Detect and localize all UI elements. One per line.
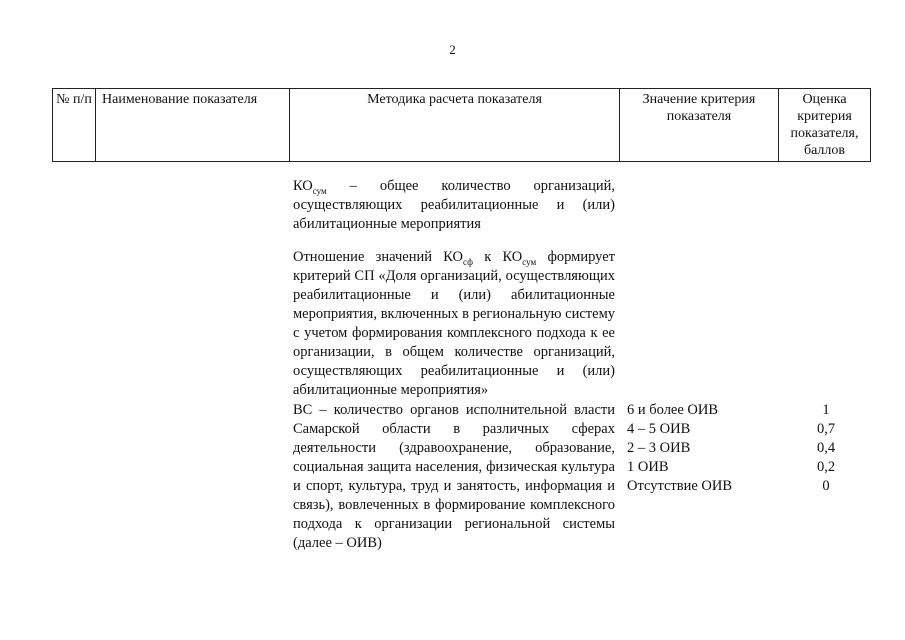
criterion-sp-description: Отношение значений $КО_{сф}$ к $КО_{сум}$ формирует критерий СП «Доля организаций, осуществляющих реабилитационные и (или) абилитационные мероприятия, включенных в региональную систему с учетом формирования комплексного подхода к ее организации, в общем количестве организаций, осуществляющих реабилитационные и (или) абилитационные мероприятия»	[293, 249, 615, 398]
header-method: Методика расчета показателя	[290, 89, 620, 162]
criterion-value: 2 – 3 ОИВ	[627, 440, 691, 456]
criterion-value: Отсутствие ОИВ	[627, 478, 733, 494]
header-criterion: Значение критерия показателя	[620, 89, 779, 162]
criterion-value: 4 – 5 ОИВ	[627, 421, 691, 437]
criterion-score: 0,7	[816, 421, 836, 437]
header-num: № п/п	[53, 89, 96, 162]
criteria-scores	[800, 401, 852, 496]
table-header	[52, 88, 871, 162]
definition-vs: ВС – количество органов исполнительной власти Самарской области в различных сферах деятельности (здравоохранение, образование, социальная защита населения, физическая культура и спорт, культура, труд и занятость, информация и связь), вовлеченных в формирование комплексного подхода к организации региональной системы (далее – ОИВ)	[293, 402, 615, 551]
page-number: 2	[449, 42, 456, 57]
criterion-value: 1 ОИВ	[627, 459, 669, 475]
criterion-score: 1	[822, 402, 830, 418]
criterion-score: 0	[822, 478, 830, 494]
criterion-value: 6 и более ОИВ	[627, 402, 719, 418]
criteria-values	[627, 401, 732, 496]
definition-ko-sum: $КО_{сум}$ – общее количество организаций, осуществляющих реабилитационные и (или) абилитационные мероприятия	[293, 178, 615, 232]
header-name: Наименование показателя	[96, 89, 290, 162]
header-score: Оценка критерия показателя, баллов	[779, 89, 871, 162]
criterion-score: 0,2	[816, 459, 836, 475]
criterion-score: 0,4	[816, 440, 836, 456]
